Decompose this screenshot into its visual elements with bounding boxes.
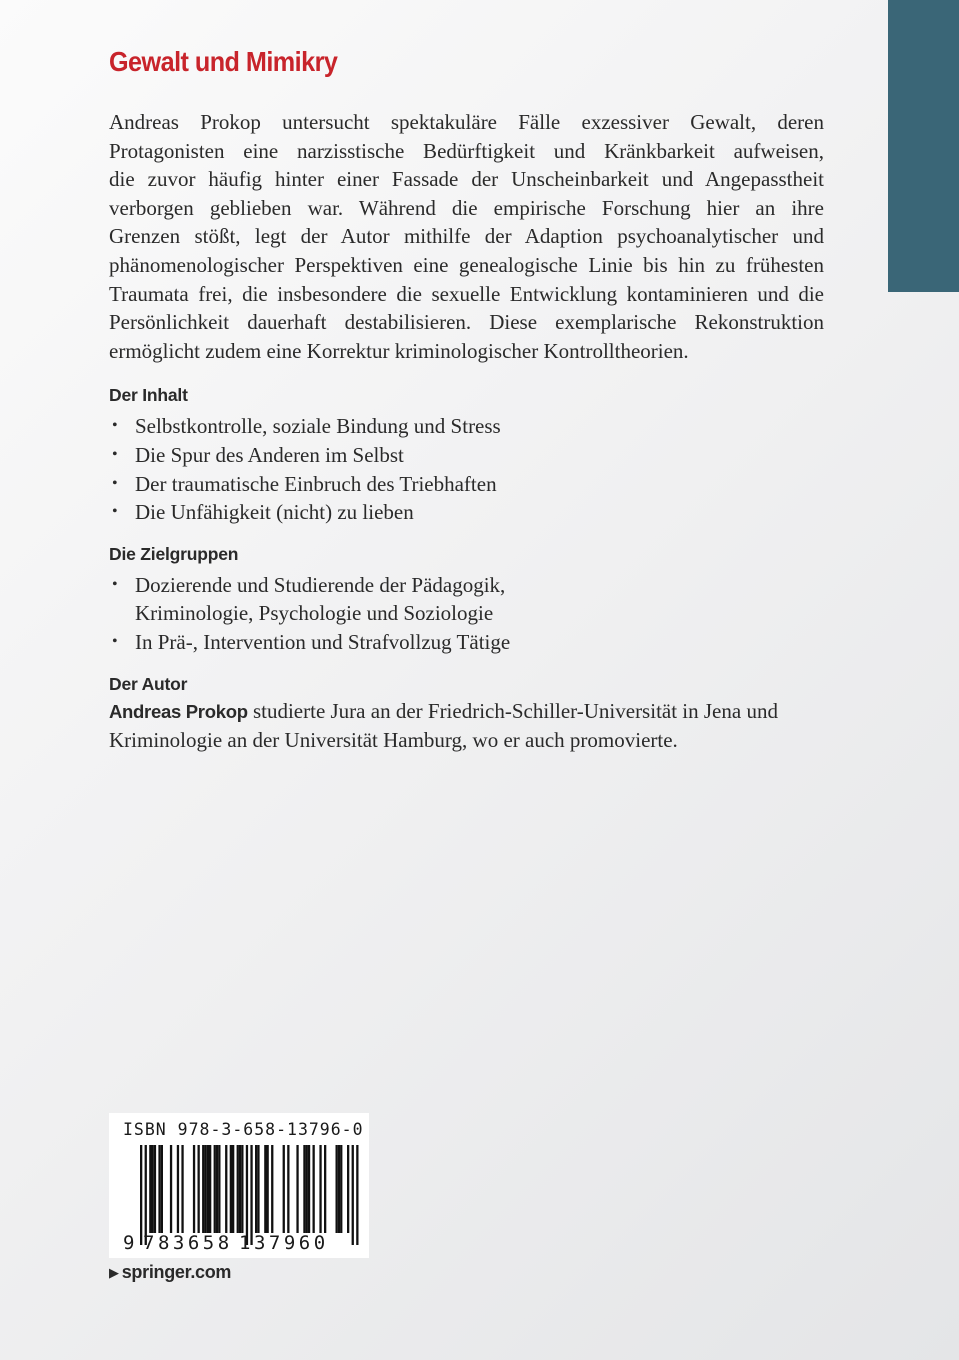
barcode-bar bbox=[319, 1145, 321, 1233]
barcode-bar bbox=[338, 1145, 340, 1233]
author-bio bbox=[109, 697, 824, 755]
barcode-bar bbox=[232, 1145, 234, 1233]
blurb-line: Grenzen stößt, legt der Autor mithilfe der Adaption psychoanalytischer und bbox=[109, 224, 824, 249]
barcode-bar bbox=[271, 1145, 273, 1233]
barcode-guard-bar bbox=[246, 1145, 248, 1245]
barcode-bar bbox=[267, 1145, 269, 1233]
barcode-bar bbox=[237, 1145, 239, 1233]
blurb-line: Persönlichkeit dauerhaft destabilisieren. Diese exemplarische Rekonstruktion bbox=[109, 310, 824, 335]
heading-zielgruppen: Die Zielgruppen bbox=[109, 543, 239, 564]
list-item-line: Dozierende und Studierende der Pädagogik, bbox=[135, 572, 506, 597]
barcode-guard-bar bbox=[352, 1145, 354, 1245]
side-color-tab bbox=[888, 0, 959, 292]
list-item bbox=[109, 628, 824, 657]
zielgruppen-list bbox=[109, 571, 824, 657]
barcode-bar bbox=[336, 1145, 338, 1233]
barcode-bar bbox=[181, 1145, 183, 1233]
barcode-bar bbox=[264, 1145, 266, 1233]
barcode-bar bbox=[257, 1145, 259, 1233]
barcode-guard-bar bbox=[250, 1145, 252, 1245]
barcode-bar bbox=[347, 1145, 349, 1233]
barcode-bar bbox=[324, 1145, 326, 1233]
barcode-bar bbox=[230, 1145, 232, 1233]
blurb-line: die zuvor häufig hinter einer Fassade der Unscheinbarkeit und Angepasstheit bbox=[109, 167, 824, 192]
blurb-line: verborgen geblieben war. Während die empirische Forschung hier an ihre bbox=[109, 195, 824, 220]
publisher-url: springer.com bbox=[121, 1262, 232, 1282]
barcode-digits-right: 137960 bbox=[239, 1232, 329, 1254]
barcode-bar bbox=[225, 1145, 227, 1233]
barcode-bar bbox=[255, 1145, 257, 1233]
barcode-bar bbox=[308, 1145, 310, 1233]
isbn-label: ISBN 978-3-658-13796-0 bbox=[123, 1120, 364, 1139]
list-item-line: Kriminologie, Psychologie und Soziologie bbox=[135, 601, 494, 626]
barcode-bar bbox=[340, 1145, 342, 1233]
barcode-bar bbox=[161, 1145, 163, 1233]
list-item: • Selbstkontrolle, soziale Bindung und Stress bbox=[109, 412, 824, 441]
barcode-bar bbox=[198, 1145, 200, 1233]
barcode-bar bbox=[306, 1145, 308, 1233]
barcode-digit-lead: 9 bbox=[123, 1232, 135, 1254]
blurb-line: Traumata frei, die insbesondere die sexuelle Entwicklung kontaminieren und die bbox=[109, 281, 824, 306]
barcode-bar bbox=[152, 1145, 154, 1233]
list-item bbox=[109, 571, 824, 628]
play-arrow-icon: ▶ bbox=[109, 1265, 119, 1280]
list-item: • Die Spur des Anderen im Selbst bbox=[109, 441, 824, 470]
barcode-bar bbox=[154, 1145, 156, 1233]
author-name: Andreas Prokop bbox=[109, 700, 248, 722]
barcode-bar bbox=[239, 1145, 241, 1233]
barcode-bar bbox=[204, 1145, 206, 1233]
barcode-bar bbox=[283, 1145, 285, 1233]
barcode-bar bbox=[287, 1145, 289, 1233]
book-title: Gewalt und Mimikry bbox=[109, 46, 338, 77]
barcode-bar bbox=[313, 1145, 315, 1233]
list-item: • Der traumatische Einbruch des Triebhaften bbox=[109, 470, 824, 499]
list-item-line: In Prä-, Intervention und Strafvollzug Tätige bbox=[135, 629, 511, 654]
barcode-bar bbox=[207, 1145, 209, 1233]
blurb-line: phänomenologischer Perspektiven eine genealogische Linie bis hin zu frühesten bbox=[109, 252, 824, 277]
barcode-bar bbox=[241, 1145, 243, 1233]
isbn-barcode bbox=[109, 1113, 369, 1258]
list-item: • Die Unfähigkeit (nicht) zu lieben bbox=[109, 498, 824, 527]
barcode-guard-bar bbox=[145, 1145, 147, 1245]
barcode-guard-bar bbox=[140, 1145, 142, 1245]
barcode-bar bbox=[202, 1145, 204, 1233]
barcode-bar bbox=[296, 1145, 298, 1233]
blurb-paragraph bbox=[109, 108, 824, 365]
heading-autor: Der Autor bbox=[109, 673, 188, 694]
author-bio-line2: Kriminologie an der Universität Hamburg, wo er auch promovierte. bbox=[109, 728, 678, 753]
heading-inhalt: Der Inhalt bbox=[109, 385, 188, 406]
barcode-bar bbox=[214, 1145, 216, 1233]
barcode-bar bbox=[303, 1145, 305, 1233]
blurb-line: Protagonisten eine narzisstische Bedürftigkeit und Kränkbarkeit aufweisen, bbox=[109, 138, 824, 163]
author-bio-line1: studierte Jura an der Friedrich-Schiller-Universität in Jena und bbox=[247, 698, 778, 723]
barcode-bar bbox=[193, 1145, 195, 1233]
barcode-bar bbox=[149, 1145, 151, 1233]
barcode-digits-left: 783658 bbox=[143, 1232, 233, 1254]
publisher-link[interactable] bbox=[109, 1262, 231, 1283]
back-cover-content bbox=[109, 46, 824, 755]
blurb-line: Andreas Prokop untersucht spektakuläre Fälle exzessiver Gewalt, deren bbox=[109, 110, 824, 134]
barcode-guard-bar bbox=[356, 1145, 358, 1245]
barcode-bar bbox=[158, 1145, 160, 1233]
barcode-bar bbox=[216, 1145, 218, 1233]
barcode-bar bbox=[218, 1145, 220, 1233]
barcode-bar bbox=[177, 1145, 179, 1233]
blurb-line: ermöglicht zudem eine Korrektur kriminologischer Kontrolltheorien. bbox=[109, 338, 689, 363]
barcode-bar bbox=[209, 1145, 211, 1233]
barcode-bar bbox=[170, 1145, 172, 1233]
inhalt-list bbox=[109, 412, 824, 526]
